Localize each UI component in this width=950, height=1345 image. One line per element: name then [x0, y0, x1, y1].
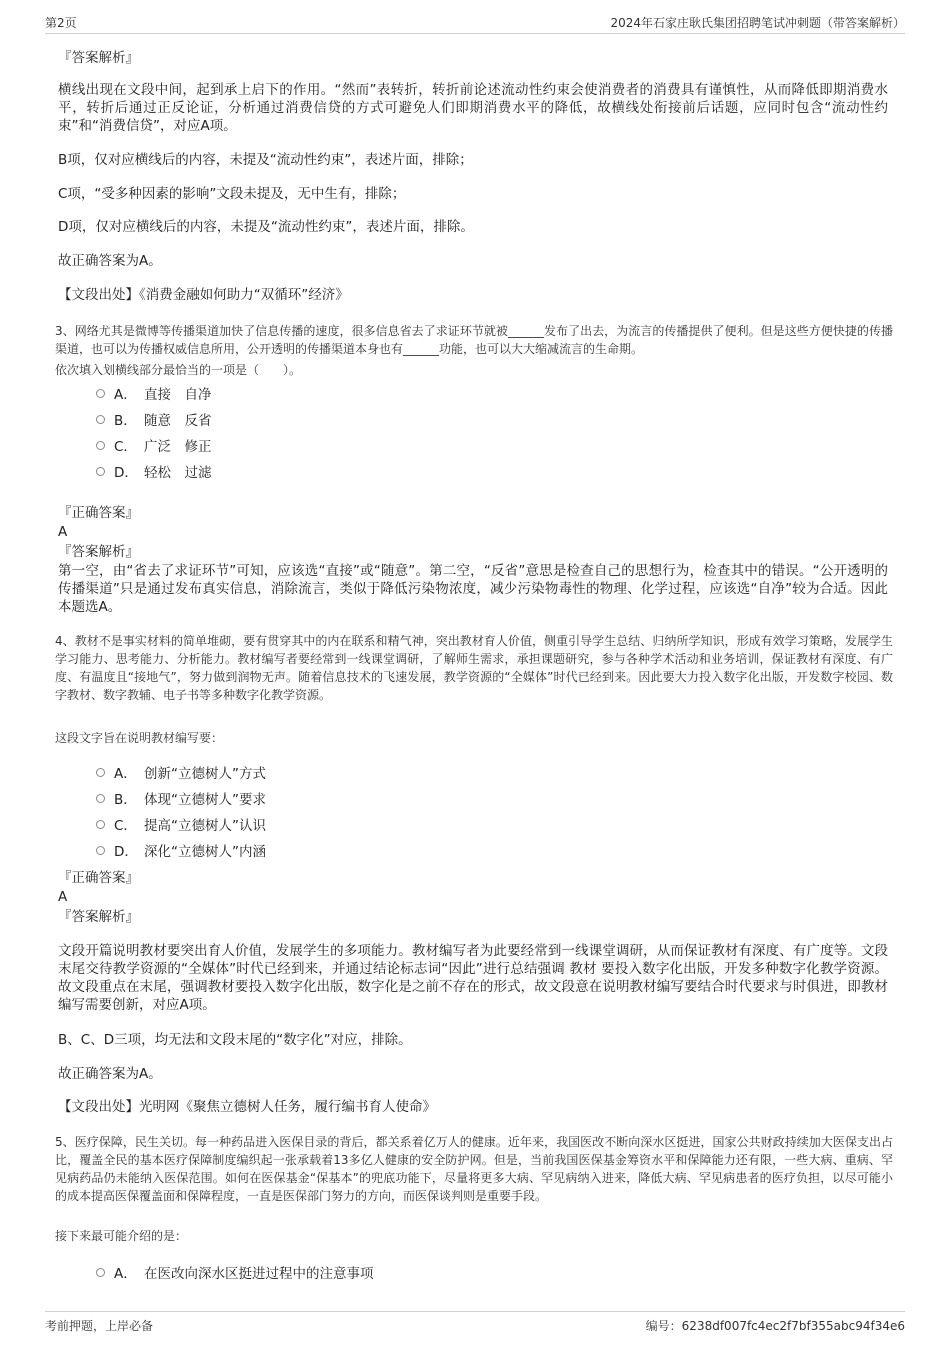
q2-option-d-explanation: D项，仅对应横线后的内容，未提及“流动性约束”，表述片面，排除。 [58, 219, 474, 235]
q2-option-c-explanation: C项，“受多种因素的影响”文段未提及，无中生有，排除； [58, 186, 406, 202]
q4-analysis-heading: 『答案解析』 [58, 909, 139, 925]
q4-option-b[interactable]: B． 体现“立德树人”要求 [96, 785, 596, 811]
q3-analysis-text: 第一空，由“省去了求证环节”可知，应该选“直接”或“随意”。第二空，“反省”意思是检查自己的思想行为，检查其中的错误。“公开透明的传播渠道”只是通过发布真实信息，消除流言，类似于降低污染物浓度，减少污染物毒性的物理、化学过程，应该选“自净”较为合适。因此本题选A。 [58, 563, 888, 615]
q3-answer-heading: 『正确答案』 [58, 505, 139, 521]
document-title: 2024年石家庄耿氏集团招聘笔试冲刺题（带答案解析） [610, 16, 905, 30]
q5-stem: 5、医疗保障，民生关切。每一种药品进入医保目录的背后，都关系着亿万人的健康。近年来，我国医改不断向深水区挺进，国家公共财政持续加大医保支出占比，覆盖全民的基本医疗保障制度编织起一张承载着13多亿人健康的安全防护网。但是，当前我国医保基金筹资水平和保障能力还有限，一些大病、重病、罕见病药品仍未能纳入医保范围。如何在医保基金“保基本”的兜底功能下，尽量将更多大病、罕见病纳入进来，降低大病、罕见病患者的医疗负担，以尽可能小的成本提高医保覆盖面和保障程度，一直是医保部门努力的方向，而医保谈判则是重要手段。 [55, 1135, 893, 1203]
q3-option-d[interactable]: D． 轻松 过滤 [96, 458, 596, 484]
q3-prompt: 依次填入划横线部分最恰当的一项是（ ）。 [55, 363, 302, 377]
q5-options [96, 1259, 596, 1285]
footer-slogan: 考前押题，上岸必备 [45, 1319, 154, 1333]
document-id: 编号：6238df007fc4ec2f7bf355abc94f34e6 [645, 1319, 905, 1333]
page-footer [45, 1311, 905, 1340]
page-header [45, 11, 905, 34]
q4-option-a[interactable]: A． 创新“立德树人”方式 [96, 759, 596, 785]
page-number: 第2页 [45, 16, 77, 30]
q2-conclusion: 故正确答案为A。 [58, 253, 162, 269]
q3-options [96, 380, 596, 484]
q5-option-a[interactable]: A． 在医改向深水区挺进过程中的注意事项 [96, 1259, 596, 1285]
radio-icon[interactable] [96, 794, 105, 803]
q3-option-b[interactable]: B． 随意 反省 [96, 406, 596, 432]
radio-icon[interactable] [96, 441, 105, 450]
q4-option-d[interactable]: D． 深化“立德树人”内涵 [96, 837, 596, 863]
q2-analysis-heading: 『答案解析』 [58, 50, 139, 66]
radio-icon[interactable] [96, 846, 105, 855]
q3-option-c[interactable]: C． 广泛 修正 [96, 432, 596, 458]
q4-source: 【文段出处】光明网《聚焦立德树人任务，履行编书育人使命》 [58, 1099, 436, 1115]
radio-icon[interactable] [96, 768, 105, 777]
q4-answer-heading: 『正确答案』 [58, 870, 139, 886]
q2-option-b-explanation: B项，仅对应横线后的内容，未提及“流动性约束”，表述片面，排除； [58, 152, 473, 168]
q4-analysis-text: 文段开篇说明教材要突出育人价值，发展学生的多项能力。教材编写者为此要经常到一线课堂调研，从而保证教材有深度、有广度等。文段末尾交待教学资源的“全媒体”时代已经到来，并通过结论标志词“因此”进行总结强调 教材 要投入数字化出版，开发多种数字化教学资源。故文段重点在末尾，强调教材要投入数字化出版，数字化是之前不存在的形式，故文段意在说明教材编写要结合时代要求与时俱进，即教材编写需要创新，对应A项。 [58, 943, 888, 1013]
q3-analysis-heading: 『答案解析』 [58, 544, 139, 560]
q3-option-a[interactable]: A． 直接 自净 [96, 380, 596, 406]
q2-analysis-text: 横线出现在文段中间，起到承上启下的作用。“然而”表转折，转折前论述流动性约束会使消费者的消费具有谨慎性，从而降低即期消费水平，转折后通过正反论证，分析通过消费信贷的方式可避免人们即期消费水平的降低，故横线处衔接前后话题，应同时包含“流动性约束”和“消费信贷”，对应A项。 [58, 82, 888, 134]
radio-icon[interactable] [96, 1268, 105, 1277]
q4-bcd-explanation: B、C、D三项，均无法和文段末尾的“数字化”对应，排除。 [58, 1032, 412, 1048]
radio-icon[interactable] [96, 415, 105, 424]
q4-answer: A [58, 889, 68, 905]
radio-icon[interactable] [96, 389, 105, 398]
radio-icon[interactable] [96, 467, 105, 476]
q4-conclusion: 故正确答案为A。 [58, 1066, 162, 1082]
q3-stem: 3、网络尤其是微博等传播渠道加快了信息传播的速度，很多信息省去了求证环节就被______发布了出去，为流言的传播提供了便利。但是这些方便快捷的传播渠道，也可以为传播权威信息所用，公开透明的传播渠道本身也有______功能，也可以大大缩减流言的生命期。 [55, 324, 893, 356]
q4-prompt: 这段文字旨在说明教材编写要： [55, 731, 224, 745]
q4-options [96, 759, 596, 863]
q2-source: 【文段出处】《消费金融如何助力“双循环”经济》 [58, 287, 349, 303]
q5-prompt: 接下来最可能介绍的是： [55, 1229, 188, 1243]
q3-answer: A [58, 524, 68, 540]
q4-option-c[interactable]: C． 提高“立德树人”认识 [96, 811, 596, 837]
q4-stem: 4、教材不是事实材料的简单堆砌，要有贯穿其中的内在联系和精气神，突出教材育人价值，侧重引导学生总结、归纳所学知识，形成有效学习策略，发展学生学习能力、思考能力、分析能力。教材编写者要经常到一线课堂调研，了解师生需求，承担课题研究，参与各种学术活动和业务培训，保证教材有深度、有广度、有温度且“接地气”，努力做到润物无声。随着信息技术的飞速发展，教学资源的“全媒体”时代已经到来。因此要大力投入数字化出版，开发数字校园、数字教材、数字教辅、电子书等多种数字化教学资源。 [55, 634, 893, 702]
radio-icon[interactable] [96, 820, 105, 829]
